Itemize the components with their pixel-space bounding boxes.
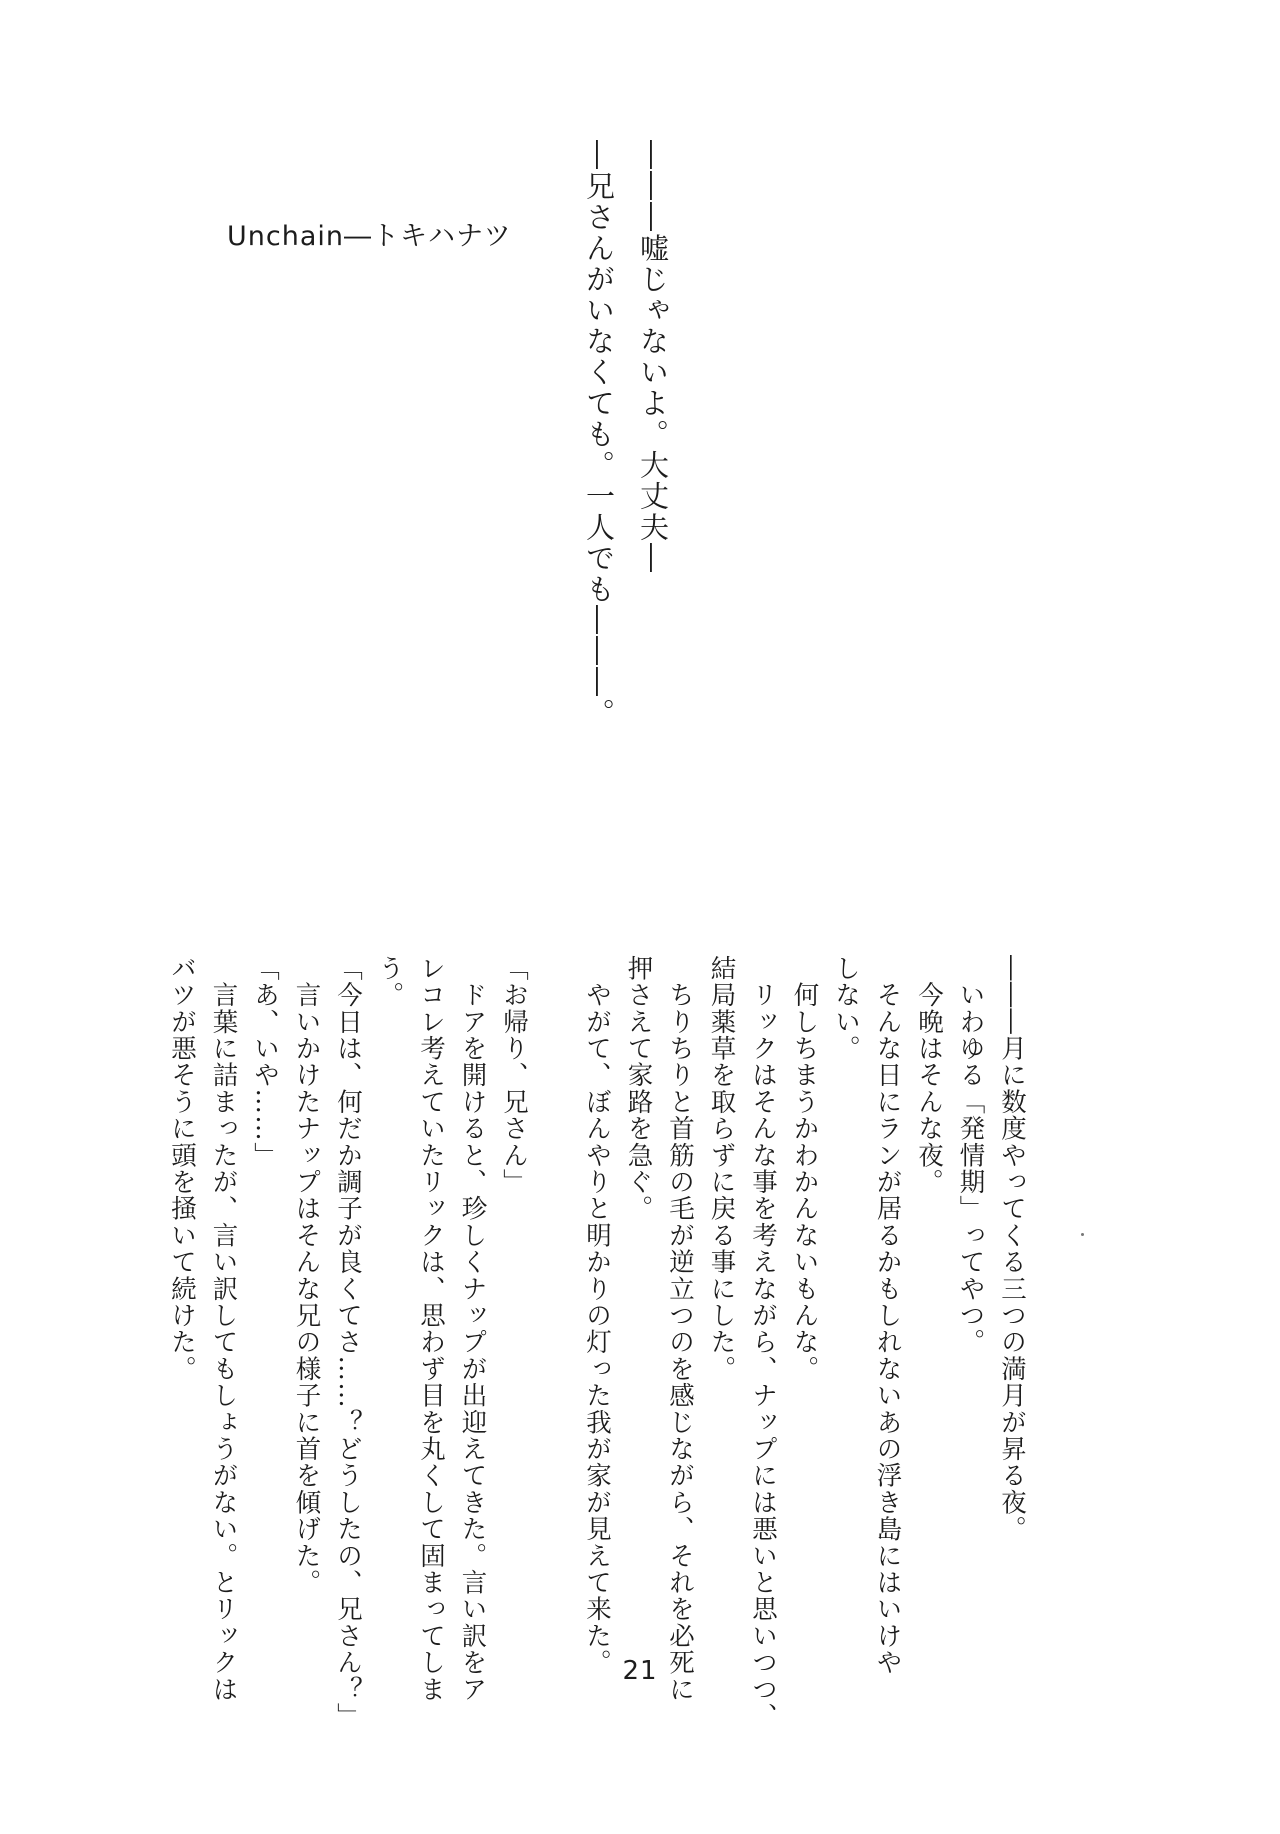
text-line: 結局薬草を取らずに戻る事にした。	[706, 955, 737, 1383]
text-line: そんな日にランが居るかもしれないあの浮き島にはいけや	[872, 955, 903, 1676]
text-line: しない。	[831, 955, 861, 1062]
text-line: 「今日は、何だか調子が良くてさ……？どうしたの、兄さん？」	[333, 955, 363, 1730]
epigraph-line: ―――嘘じゃないよ。大丈夫―	[636, 140, 670, 574]
page-number: 21	[622, 1656, 658, 1686]
paragraph	[783, 955, 1032, 1676]
text-line: ―――月に数度やってくる三つの満月が昇る夜。	[997, 955, 1027, 1543]
text-line: 今晩はそんな夜。	[914, 955, 944, 1196]
text-line: いわゆる「発情期」ってやつ。	[955, 955, 986, 1356]
text-line: ちりちりと首筋の毛が逆立つのを感じながら、それを必死に	[665, 955, 695, 1703]
text-line: 言葉に詰まったが、言い訳してもしょうがない。とリックは	[208, 955, 239, 1703]
paragraph	[161, 955, 535, 1730]
text-line: 何しちまうかわかんないもんな。	[789, 955, 820, 1383]
text-line: 「お帰り、兄さん」	[499, 955, 529, 1196]
text-line: 押さえて家路を急ぐ。	[623, 955, 654, 1222]
text-line: やがて、ぼんやりと明かりの灯った我が家が見えて来た。	[582, 955, 612, 1676]
epigraph-line: ―兄さんがいなくても。一人でも―――。	[582, 140, 616, 729]
text-line: う。	[374, 955, 405, 1009]
text-line: バツが悪そうに頭を掻いて続けた。	[167, 955, 197, 1383]
scan-speck	[1081, 1233, 1084, 1236]
text-line: 「あ、いや……」	[250, 955, 280, 1169]
epigraph	[572, 140, 680, 729]
story-title: Unchain―トキハナツ	[227, 221, 512, 252]
text-line: 言いかけたナップはそんな兄の様子に首を傾げた。	[291, 955, 322, 1596]
text-line: リックはそんな事を考えながら、ナップには悪いと思いつつ、	[748, 955, 778, 1730]
text-line: ドアを開けると、珍しくナップが出迎えてきた。言い訳をア	[457, 955, 488, 1703]
text-line: レコレ考えていたリックは、思わず目を丸くして固まってしま	[416, 955, 446, 1703]
